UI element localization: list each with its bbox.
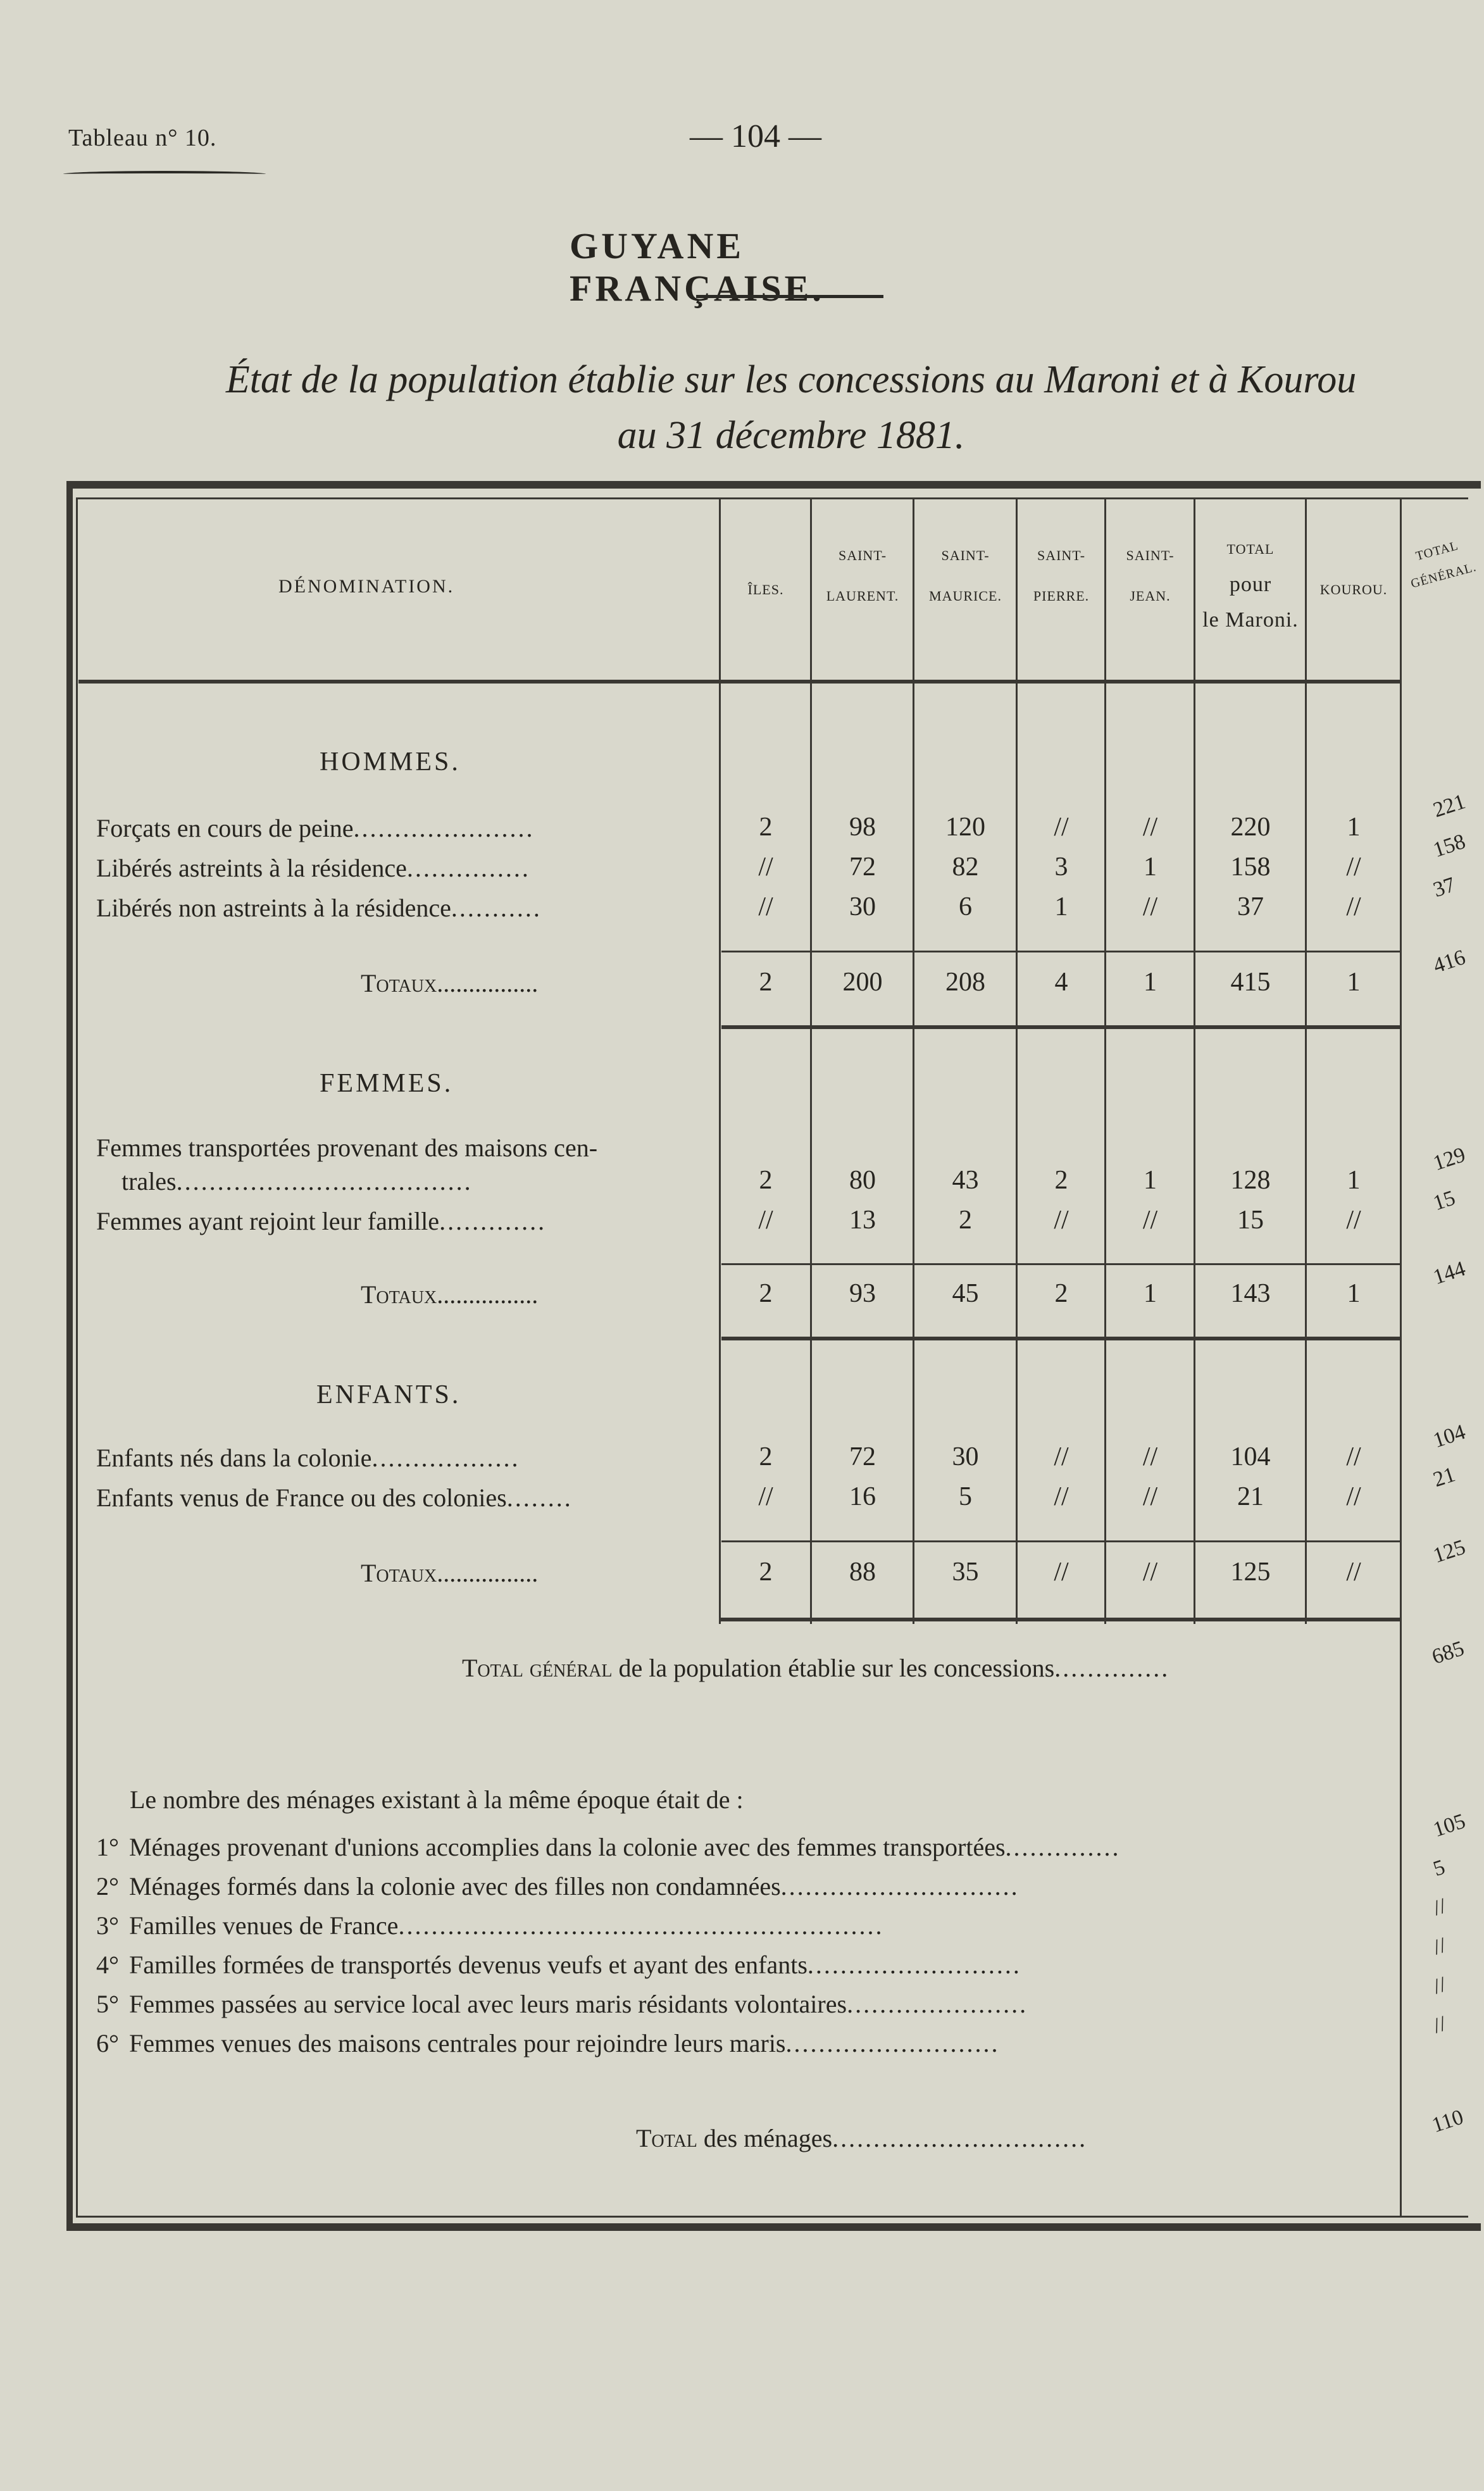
table-cell: //: [1054, 1206, 1069, 1235]
table-cell: //: [1054, 1558, 1069, 1587]
col-header-total-maroni: TOTAL pour le Maroni.: [1202, 541, 1299, 632]
page-subtitle: État de la population établie sur les concessions au Maroni et à Kourou au 31 décembre 1881.: [225, 358, 1357, 457]
row-label: Libérés non astreints à la résidence...........: [96, 894, 542, 922]
menage-text: Familles formées de transportés devenus veufs et ayant des enfants: [129, 1951, 807, 1979]
menage-number: 6°: [96, 2029, 119, 2057]
table-cell: //: [1142, 813, 1158, 842]
page-title: GUYANE FRANÇAISE.: [570, 225, 825, 309]
table-cell: //: [1054, 1482, 1069, 1511]
col-header-total-general: TOTAL GÉNÉRAL.: [1409, 539, 1478, 591]
total-general-cell: 125: [1430, 1535, 1469, 1568]
total-general-cell: 104: [1430, 1420, 1469, 1453]
table-cell: 5: [959, 1482, 972, 1511]
subtotal-rule: [721, 951, 1400, 952]
table-cell: 104: [1230, 1442, 1271, 1471]
row-label: Enfants venus de France ou des colonies........: [96, 1483, 573, 1512]
col-divider: [1104, 497, 1106, 1624]
menage-dots: ..........................: [807, 1951, 1021, 1979]
col-header-iles: ÎLES.: [747, 582, 784, 597]
menage-number: 3°: [96, 1911, 119, 1940]
menage-item: [96, 1871, 1394, 1901]
total-general-cell: 158: [1430, 830, 1469, 863]
table-cell: 13: [849, 1206, 876, 1235]
menages-intro: Le nombre des ménages existant à la même époque était de :: [130, 1785, 744, 1814]
col-divider: [1305, 497, 1307, 1624]
table-cell: 2: [759, 1558, 773, 1587]
table-cell: //: [1054, 1442, 1069, 1471]
table-body-rule: [719, 1618, 1400, 1621]
table-cell: 30: [952, 1442, 979, 1471]
total-general-cell: 129: [1430, 1143, 1469, 1176]
row-label: trales....................................: [122, 1167, 473, 1196]
table-cell: 16: [849, 1482, 876, 1511]
menage-number: 2°: [96, 1872, 119, 1901]
table-cell: //: [758, 892, 773, 921]
table-cell: 21: [1237, 1482, 1264, 1511]
table-cell: 1: [1144, 1166, 1157, 1195]
row-label: Femmes ayant rejoint leur famille.............: [96, 1207, 547, 1235]
table-cell: //: [1142, 1482, 1158, 1511]
menage-value: //: [1430, 1973, 1449, 1999]
table-cell: //: [1346, 1206, 1361, 1235]
col-header-st-laurent: SAINT- LAURENT.: [826, 547, 899, 604]
menage-number: 1°: [96, 1833, 119, 1861]
table-cell: 88: [849, 1558, 876, 1587]
menage-item: [96, 1911, 1394, 1940]
menage-item: [96, 1950, 1394, 1980]
total-label: Totaux................: [361, 1559, 539, 1587]
table-cell: 72: [849, 852, 876, 882]
table-cell: 2: [759, 813, 773, 842]
section-title-hommes: HOMMES.: [320, 747, 461, 777]
table-cell: 125: [1230, 1558, 1271, 1587]
table-cell: 200: [842, 968, 883, 997]
menage-number: 5°: [96, 1990, 119, 2018]
total-general-cell: 221: [1430, 790, 1469, 823]
table-cell: 2: [759, 1279, 773, 1308]
row-label: Libérés astreints à la résidence...............: [96, 854, 530, 882]
table-cell: //: [1054, 813, 1069, 842]
total-general-cell: 37: [1430, 873, 1459, 902]
table-cell: 220: [1230, 813, 1271, 842]
table-cell: 1: [1347, 813, 1361, 842]
table-cell: 30: [849, 892, 876, 921]
table-cell: 4: [1054, 968, 1068, 997]
menage-text: Ménages formés dans la colonie avec des filles non condamnées: [129, 1872, 781, 1901]
table-cell: 93: [849, 1279, 876, 1308]
subtotal-rule: [721, 1263, 1400, 1265]
menage-value: 105: [1430, 1809, 1469, 1842]
total-general-cell: 144: [1430, 1257, 1469, 1290]
table-cell: 128: [1230, 1166, 1271, 1195]
table-cell: 1: [1347, 968, 1361, 997]
col-divider: [1016, 497, 1018, 1624]
table-cell: //: [1346, 892, 1361, 921]
table-cell: 2: [1054, 1279, 1068, 1308]
table-cell: //: [1346, 852, 1361, 882]
total-general-cell: 416: [1430, 946, 1469, 978]
total-general-label: Total général de la population établie sur les concessions..............: [462, 1654, 1170, 1682]
table-cell: //: [758, 1482, 773, 1511]
col-header-kourou: KOUROU.: [1319, 582, 1388, 597]
menage-value: //: [1430, 2012, 1449, 2038]
section-title-femmes: FEMMES.: [320, 1069, 454, 1098]
subtotal-rule: [721, 1540, 1400, 1542]
menage-text: Ménages provenant d'unions accomplies dans la colonie avec des femmes transportées: [129, 1833, 1006, 1861]
col-divider: [913, 497, 914, 1624]
table-cell: 82: [952, 852, 979, 882]
col-divider: [1400, 497, 1402, 2218]
row-label: Femmes transportées provenant des maisons cen-: [96, 1133, 598, 1162]
menage-item: [96, 1989, 1394, 2019]
table-cell: 35: [952, 1558, 979, 1587]
table-cell: 45: [952, 1279, 979, 1308]
page-number: — 104 —: [690, 118, 821, 154]
table-cell: //: [1142, 1442, 1158, 1471]
table-cell: 98: [849, 813, 876, 842]
table-cell: 2: [1054, 1166, 1068, 1195]
table-cell: 37: [1237, 892, 1264, 921]
col-divider: [810, 497, 812, 1624]
menage-dots: ..........................: [785, 2029, 1000, 2057]
table-cell: 1: [1144, 968, 1157, 997]
menage-number: 4°: [96, 1951, 119, 1979]
menage-item: [96, 2028, 1394, 2058]
table-cell: //: [1346, 1442, 1361, 1471]
menage-dots: .............................: [780, 1872, 1019, 1901]
col-header-denomination: DÉNOMINATION.: [278, 576, 455, 597]
tableau-label: Tableau n° 10.: [68, 125, 217, 151]
col-header-st-jean: SAINT- JEAN.: [1126, 547, 1175, 604]
table-cell: 1: [1054, 892, 1068, 921]
menages-total-value: 110: [1429, 2105, 1467, 2138]
menage-value: //: [1430, 1894, 1449, 1921]
table-cell: //: [1142, 1558, 1158, 1587]
table-cell: //: [1346, 1558, 1361, 1587]
table-cell: 15: [1237, 1206, 1264, 1235]
menage-dots: ......................: [847, 1990, 1028, 2018]
col-divider: [719, 497, 721, 1624]
table-cell: 1: [1347, 1279, 1361, 1308]
total-general-cell: 21: [1430, 1463, 1459, 1492]
table-cell: //: [758, 852, 773, 882]
header-rule-bottom: [78, 680, 1400, 684]
table-cell: //: [1142, 892, 1158, 921]
table-cell: 158: [1230, 852, 1271, 882]
table-cell: 1: [1144, 852, 1157, 882]
row-label: Enfants nés dans la colonie..................: [96, 1444, 520, 1472]
table-cell: 6: [959, 892, 972, 921]
table-cell: 2: [759, 1442, 773, 1471]
col-header-st-pierre: SAINT- PIERRE.: [1033, 547, 1090, 604]
row-label: Forçats en cours de peine......................: [96, 814, 535, 842]
total-rule: [721, 1337, 1400, 1340]
total-label: Totaux................: [361, 1280, 539, 1309]
menage-dots: ..............: [1005, 1833, 1121, 1861]
menage-value: 5: [1430, 1855, 1448, 1882]
menages-total-label: Total des ménages...............................: [636, 2124, 1088, 2152]
header-rule: [63, 171, 266, 177]
table-cell: 43: [952, 1166, 979, 1195]
table-cell: //: [758, 1206, 773, 1235]
total-general-cell: 15: [1430, 1186, 1459, 1216]
section-title-enfants: ENFANTS.: [316, 1380, 461, 1409]
table-cell: 2: [959, 1206, 972, 1235]
menage-dots: ...........................................................: [398, 1911, 884, 1940]
title-rule: [696, 295, 883, 298]
table-cell: 2: [759, 968, 773, 997]
menage-text: Familles venues de France: [129, 1911, 399, 1940]
table-cell: 415: [1230, 968, 1271, 997]
col-divider: [1194, 497, 1195, 1624]
col-header-st-maurice: SAINT- MAURICE.: [929, 547, 1002, 604]
table-cell: //: [1142, 1206, 1158, 1235]
table-cell: 1: [1144, 1279, 1157, 1308]
total-rule: [721, 1025, 1400, 1029]
table-cell: 72: [849, 1442, 876, 1471]
table-cell: 120: [945, 813, 985, 842]
menage-value: //: [1430, 1933, 1449, 1960]
total-general-value: 685: [1429, 1637, 1468, 1670]
table-cell: //: [1346, 1482, 1361, 1511]
menage-text: Femmes passées au service local avec leurs maris résidants volontaires: [129, 1990, 847, 2018]
table-cell: 3: [1054, 852, 1068, 882]
menage-text: Femmes venues des maisons centrales pour rejoindre leurs maris: [129, 2029, 786, 2057]
table-cell: 80: [849, 1166, 876, 1195]
table-cell: 2: [759, 1166, 773, 1195]
table-cell: 208: [945, 968, 985, 997]
menage-item: [96, 1832, 1394, 1862]
table-cell: 1: [1347, 1166, 1361, 1195]
table-cell: 143: [1230, 1279, 1271, 1308]
total-label: Totaux................: [361, 969, 539, 997]
